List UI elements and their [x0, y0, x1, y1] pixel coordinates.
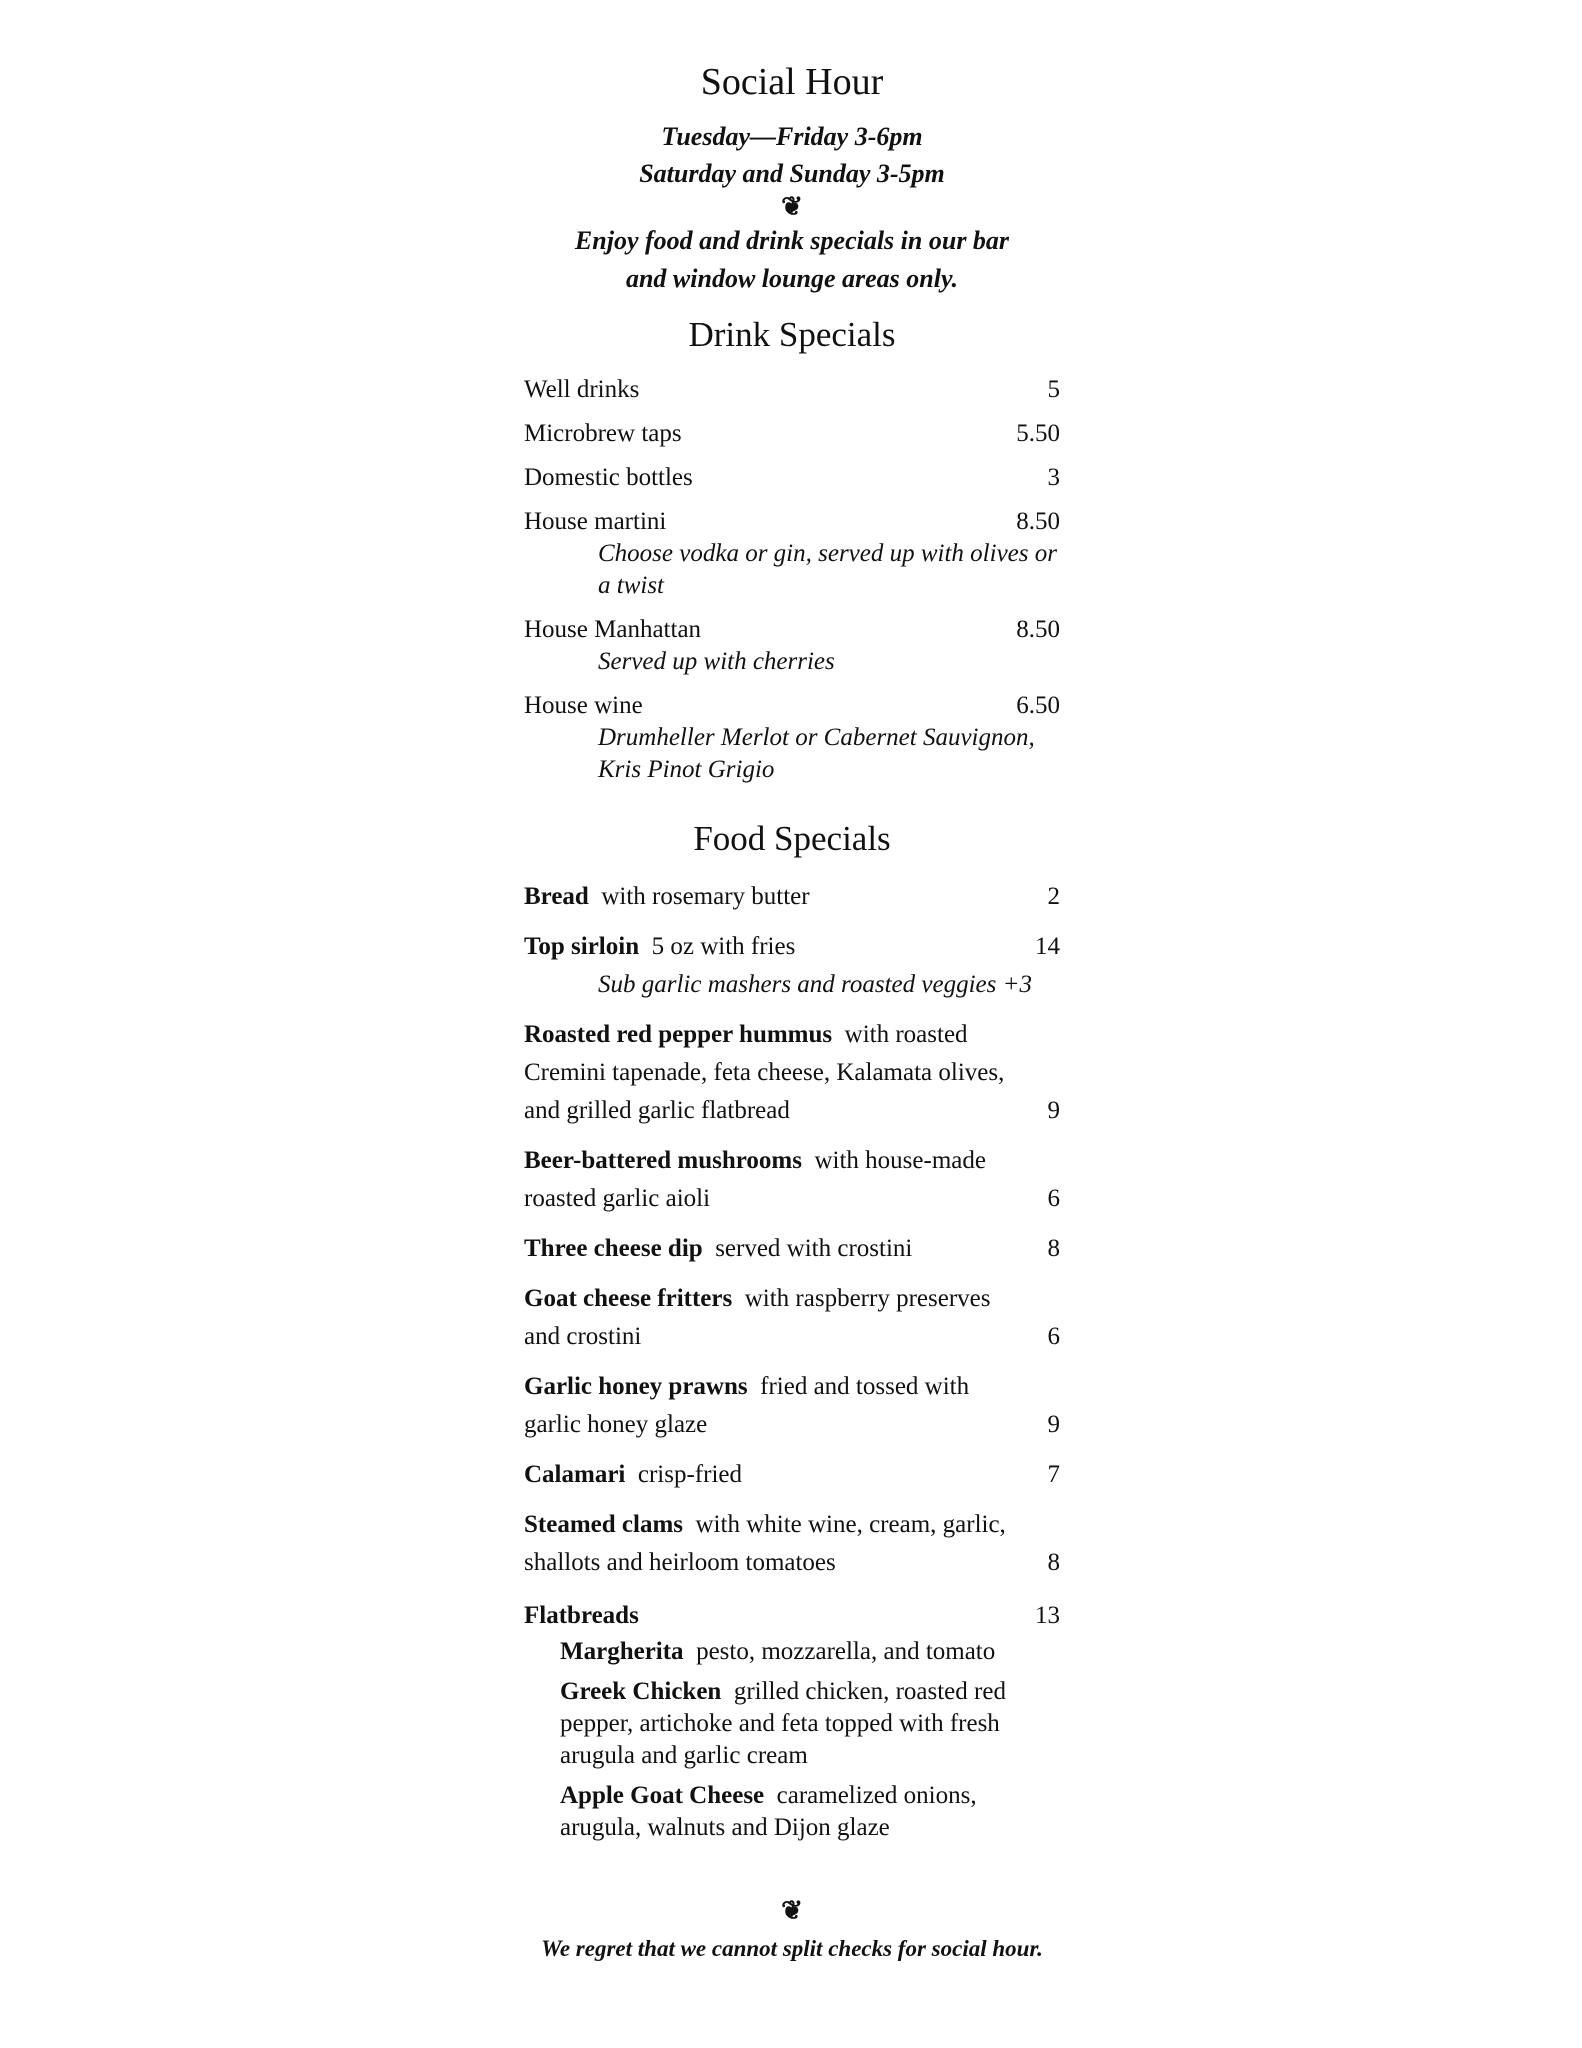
drink-name: House Manhattan	[524, 616, 702, 643]
drink-name: Microbrew taps	[524, 420, 682, 447]
flatbread-name: Greek Chicken	[560, 1678, 722, 1705]
food-item	[524, 1506, 1060, 1582]
drink-name: Well drinks	[524, 376, 640, 403]
drink-item	[524, 506, 1060, 602]
food-price: 8	[1047, 1549, 1060, 1576]
drink-name: House martini	[524, 508, 667, 535]
food-item	[524, 1280, 1060, 1356]
drink-description: Choose vodka or gin, served up with olives or a twist	[598, 540, 1057, 599]
drink-name: Domestic bottles	[524, 464, 693, 491]
flatbread-description: caramelized onions, arugula, walnuts and Dijon glaze	[560, 1782, 977, 1841]
food-name: Three cheese dip	[524, 1235, 703, 1262]
drink-price: 5	[1047, 376, 1060, 403]
drink-item	[524, 462, 1060, 494]
food-name: Bread	[524, 883, 589, 910]
food-price: 14	[1035, 933, 1060, 960]
flatbread-description: pesto, mozzarella, and tomato	[696, 1638, 996, 1665]
food-price: 6	[1047, 1185, 1060, 1212]
food-name: Beer-battered mushrooms	[524, 1147, 802, 1174]
hours-weekday: Tuesday—Friday 3-6pm	[661, 122, 923, 151]
food-item	[524, 1016, 1060, 1130]
drink-item	[524, 690, 1060, 786]
enjoy-line-1: Enjoy food and drink specials in our bar	[574, 226, 1010, 255]
food-price: 9	[1047, 1097, 1060, 1124]
drink-list	[524, 374, 1060, 786]
food-description: crisp-fried	[637, 1461, 742, 1488]
food-price: 7	[1047, 1461, 1060, 1488]
food-description: fried and tossed with garlic honey glaze	[524, 1373, 970, 1438]
flatbread-name: Margherita	[560, 1638, 684, 1665]
food-substitution: Sub garlic mashers and roasted veggies +3	[598, 971, 1032, 998]
enjoy-note	[524, 222, 1060, 298]
food-name: Garlic honey prawns	[524, 1373, 748, 1400]
drink-price: 8.50	[1016, 508, 1060, 535]
food-name: Top sirloin	[524, 933, 640, 960]
food-item	[524, 1230, 1060, 1268]
food-description: 5 oz with fries	[651, 933, 796, 960]
flatbread-item	[524, 1636, 1060, 1668]
food-item	[524, 1368, 1060, 1444]
drink-description: Served up with cherries	[598, 648, 835, 675]
drink-specials-title: Drink Specials	[688, 315, 896, 354]
fleuron-icon: ❦	[781, 1896, 803, 1925]
food-name: Calamari	[524, 1461, 626, 1488]
drink-description: Drumheller Merlot or Cabernet Sauvignon, Kris Pinot Grigio	[598, 724, 1035, 783]
food-list	[524, 878, 1060, 1844]
drink-name: House wine	[524, 692, 643, 719]
fleuron-icon: ❦	[781, 192, 803, 221]
food-price: 6	[1047, 1323, 1060, 1350]
food-price: 2	[1047, 883, 1060, 910]
food-price: 8	[1047, 1235, 1060, 1262]
menu-header	[524, 56, 1060, 298]
hours	[524, 118, 1060, 192]
food-item	[524, 928, 1060, 1004]
menu-footer	[524, 1896, 1060, 1965]
enjoy-line-2: and window lounge areas only.	[625, 264, 959, 293]
food-item	[524, 1456, 1060, 1494]
flatbread-description: grilled chicken, roasted red pepper, artichoke and feta topped with fresh arugula and garlic cream	[560, 1678, 1006, 1769]
food-description: with house-made roasted garlic aioli	[524, 1147, 986, 1212]
drink-price: 5.50	[1016, 420, 1060, 447]
food-description: with roasted Cremini tapenade, feta cheese, Kalamata olives, and grilled garlic flatbread	[524, 1021, 1005, 1124]
food-specials-title: Food Specials	[693, 819, 891, 858]
food-description: with raspberry preserves and crostini	[524, 1285, 991, 1350]
food-name: Goat cheese fritters	[524, 1285, 733, 1312]
flatbread-item	[524, 1676, 1060, 1772]
food-item	[524, 878, 1060, 916]
drink-item	[524, 374, 1060, 406]
food-description: served with crostini	[715, 1235, 913, 1262]
food-description: with rosemary butter	[601, 883, 810, 910]
drink-item	[524, 418, 1060, 450]
flatbreads-title: Flatbreads	[524, 1602, 639, 1629]
flatbreads-group	[524, 1598, 1060, 1844]
drink-item	[524, 614, 1060, 678]
food-item	[524, 1142, 1060, 1218]
flatbreads-price: 13	[1035, 1602, 1060, 1629]
hours-weekend: Saturday and Sunday 3-5pm	[639, 159, 945, 188]
drink-price: 8.50	[1016, 616, 1060, 643]
food-description: with white wine, cream, garlic, shallots and heirloom tomatoes	[524, 1511, 1006, 1576]
drink-price: 3	[1047, 464, 1060, 491]
food-price: 9	[1047, 1411, 1060, 1438]
page-title: Social Hour	[700, 61, 884, 103]
split-checks-note: We regret that we cannot split checks for social hour.	[541, 1936, 1043, 1961]
flatbread-item	[524, 1780, 1060, 1844]
drink-price: 6.50	[1016, 692, 1060, 719]
social-hour-menu	[524, 56, 1060, 1844]
flatbread-name: Apple Goat Cheese	[560, 1782, 765, 1809]
food-name: Roasted red pepper hummus	[524, 1021, 833, 1048]
food-name: Steamed clams	[524, 1511, 683, 1538]
